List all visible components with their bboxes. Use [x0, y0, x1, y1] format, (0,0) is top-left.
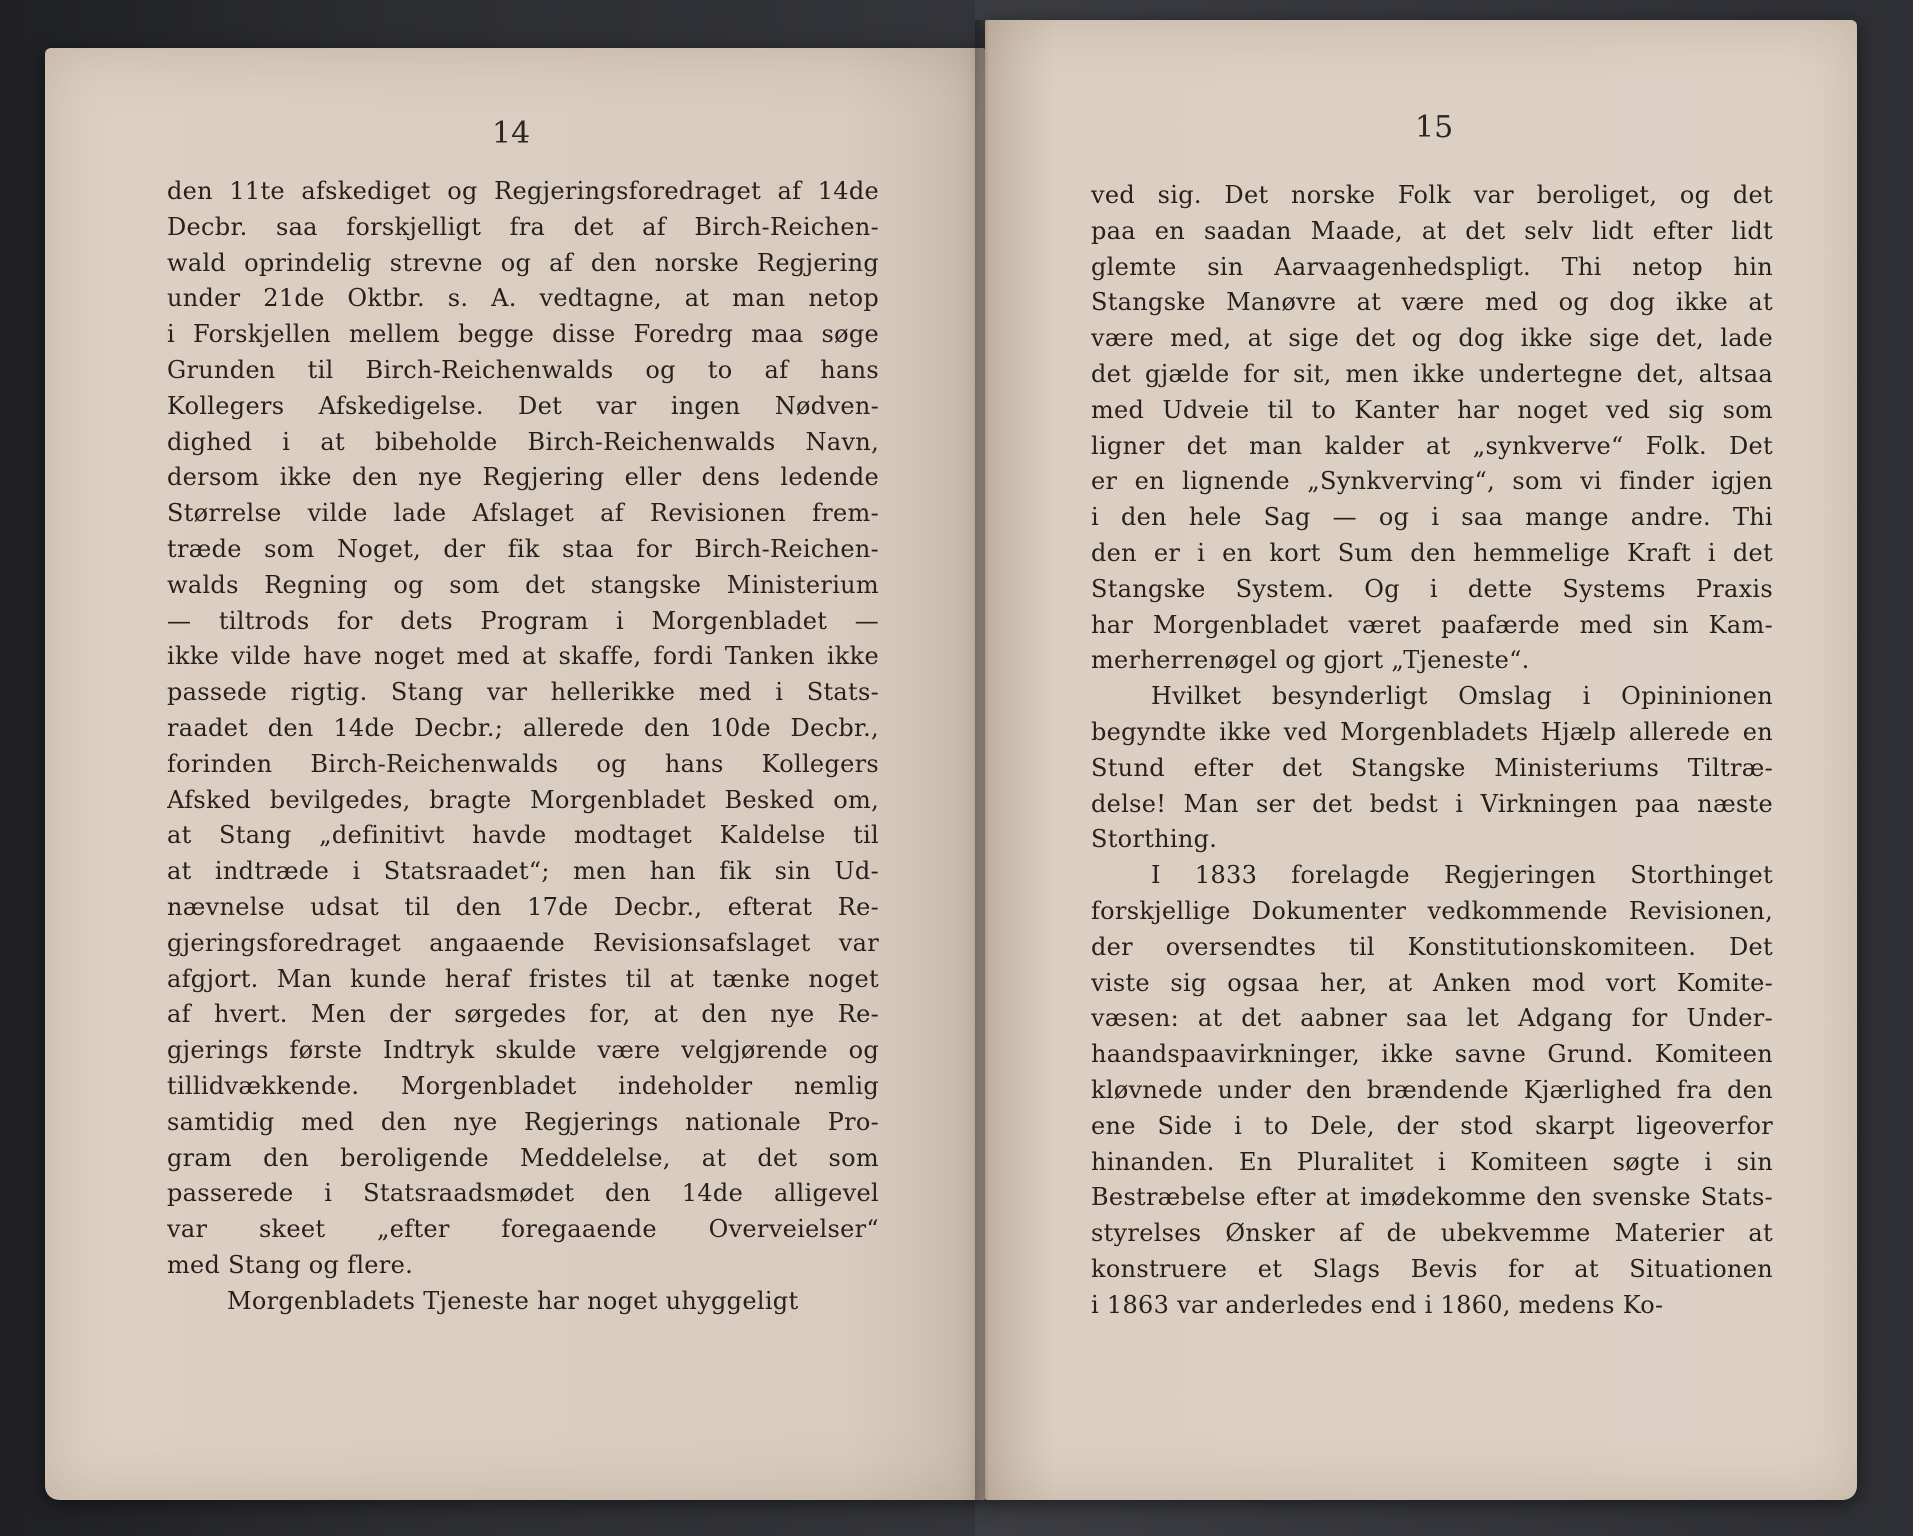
text-line: den er i en kort Sum den hemmelige Kraft i det	[1091, 538, 1773, 567]
text-line: at indtræde i Statsraadet“; men han fik sin Ud-	[167, 857, 879, 886]
text-line: delse! Man ser det bedst i Virkningen paa næste	[1091, 789, 1773, 818]
text-line: i 1863 var anderledes end i 1860, medens Ko-	[1091, 1290, 1664, 1319]
text-line: merherrenøgel og gjort „Tjeneste“.	[1091, 646, 1530, 675]
text-line: ved sig. Det norske Folk var beroliget, og det	[1091, 181, 1773, 209]
text-line: samtidig med den nye Regjerings nationale Pro-	[167, 1107, 879, 1136]
text-line: dighed i at bibeholde Birch-Reichenwalds Navn,	[167, 427, 879, 456]
text-line: gjerings første Indtryk skulde være velgjørende og	[167, 1036, 879, 1065]
text-line: væsen: at det aabner saa let Adgang for Under-	[1091, 1004, 1773, 1033]
text-line: var skeet „efter foregaaende Overveielser“	[167, 1215, 879, 1244]
text-line: Kollegers Afskedigelse. Det var ingen Nødven-	[167, 391, 879, 420]
right-page	[985, 20, 1857, 1500]
text-line: haandspaavirkninger, ikke savne Grund. Komiteen	[1091, 1040, 1773, 1069]
text-line: Størrelse vilde lade Afslaget af Revisionen frem-	[167, 499, 879, 528]
text-line: — tiltrods for dets Program i Morgenbladet —	[167, 606, 879, 635]
text-line: konstruere et Slags Bevis for at Situationen	[1091, 1254, 1773, 1283]
text-line: kløvnede under den brændende Kjærlighed fra den	[1091, 1075, 1773, 1104]
text-line: ikke vilde have noget med at skaffe, fordi Tanken ikke	[167, 642, 879, 671]
text-line: paa en saadan Maade, at det selv lidt efter lidt	[1091, 216, 1773, 245]
left-page-number: 14	[492, 116, 531, 151]
text-line: i Forskjellen mellem begge disse Foredrg maa søge	[167, 320, 879, 349]
text-line: glemte sin Aarvaagenhedspligt. Thi netop hin	[1091, 252, 1773, 281]
text-line: I 1833 forelagde Regjeringen Storthinget	[1151, 861, 1773, 890]
text-line: i den hele Sag — og i saa mange andre. Thi	[1091, 503, 1773, 532]
text-line: hinanden. En Pluralitet i Komiteen søgte i sin	[1091, 1147, 1773, 1176]
text-line: har Morgenbladet været paafærde med sin Kam-	[1091, 610, 1773, 639]
text-line: passede rigtig. Stang var hellerikke med i Stats-	[167, 678, 879, 707]
text-line: med Stang og flere.	[167, 1250, 414, 1279]
text-line: dersom ikke den nye Regjering eller dens ledende	[167, 463, 879, 492]
text-line: med Udveie til to Kanter har noget ved sig som	[1091, 395, 1773, 424]
text-line: under 21de Oktbr. s. A. vedtagne, at man netop	[167, 284, 879, 313]
text-line: forskjellige Dokumenter vedkommende Revisionen,	[1091, 896, 1773, 925]
text-line: gjeringsforedraget angaaende Revisionsafslaget var	[167, 928, 879, 957]
book-spine	[975, 20, 989, 1500]
text-line: nævnelse udsat til den 17de Decbr., efterat Re-	[167, 892, 879, 921]
text-line: af hvert. Men der sørgedes for, at den nye Re-	[167, 1000, 879, 1029]
text-line: Bestræbelse efter at imødekomme den svenske Stats-	[1091, 1183, 1773, 1212]
text-line: er en lignende „Synkverving“, som vi finder igjen	[1091, 467, 1773, 496]
text-line: passerede i Statsraadsmødet den 14de alligevel	[167, 1179, 879, 1208]
text-line: wald oprindelig strevne og af den norske Regjering	[167, 248, 879, 277]
text-line: gram den beroligende Meddelelse, at det som	[167, 1143, 879, 1172]
text-line: det gjælde for sit, men ikke undertegne det, altsaa	[1091, 359, 1773, 388]
text-line: være med, at sige det og dog ikke sige det, lade	[1091, 324, 1773, 353]
text-line: ene Side i to Dele, der stod skarpt ligeoverfor	[1091, 1111, 1773, 1140]
text-line: Hvilket besynderligt Omslag i Opininionen	[1151, 682, 1773, 711]
text-line: Stangske System. Og i dette Systems Praxis	[1091, 574, 1773, 603]
text-line: tillidvækkende. Morgenbladet indeholder nemlig	[167, 1071, 879, 1100]
text-line: træde som Noget, der fik staa for Birch-Reichen-	[167, 534, 879, 563]
right-page-text	[1091, 178, 1773, 1324]
text-line: Storthing.	[1091, 825, 1218, 854]
text-line: Decbr. saa forskjelligt fra det af Birch-Reichen-	[167, 212, 879, 241]
text-line: der oversendtes til Konstitutionskomiteen. Det	[1091, 932, 1773, 961]
text-line: forinden Birch-Reichenwalds og hans Kollegers	[167, 749, 879, 778]
text-line: at Stang „definitivt havde modtaget Kaldelse til	[167, 821, 879, 850]
text-line: Stangske Manøvre at være med og dog ikke at	[1091, 288, 1773, 317]
text-line: Afsked bevilgedes, bragte Morgenbladet Besked om,	[167, 785, 879, 814]
text-line: Grunden til Birch-Reichenwalds og to af hans	[167, 355, 879, 384]
left-page	[45, 48, 985, 1500]
left-page-text	[167, 174, 879, 1320]
text-line: viste sig ogsaa her, at Anken mod vort Komite-	[1091, 968, 1773, 997]
text-line: styrelses Ønsker af de ubekvemme Materier at	[1091, 1219, 1773, 1248]
text-line: begyndte ikke ved Morgenbladets Hjælp allerede en	[1091, 717, 1773, 746]
text-line: Stund efter det Stangske Ministeriums Tiltræ-	[1091, 753, 1773, 782]
text-line: walds Regning og som det stangske Ministerium	[167, 570, 879, 599]
text-line: den 11te afskediget og Regjeringsforedraget af 14de	[167, 177, 879, 205]
text-line: afgjort. Man kunde heraf fristes til at tænke noget	[167, 964, 879, 993]
text-line: Morgenbladets Tjeneste har noget uhyggeligt	[227, 1286, 799, 1315]
text-line: raadet den 14de Decbr.; allerede den 10de Decbr.,	[167, 713, 879, 742]
text-line: ligner det man kalder at „synkverve“ Folk. Det	[1091, 431, 1773, 460]
right-page-number: 15	[1415, 110, 1454, 145]
